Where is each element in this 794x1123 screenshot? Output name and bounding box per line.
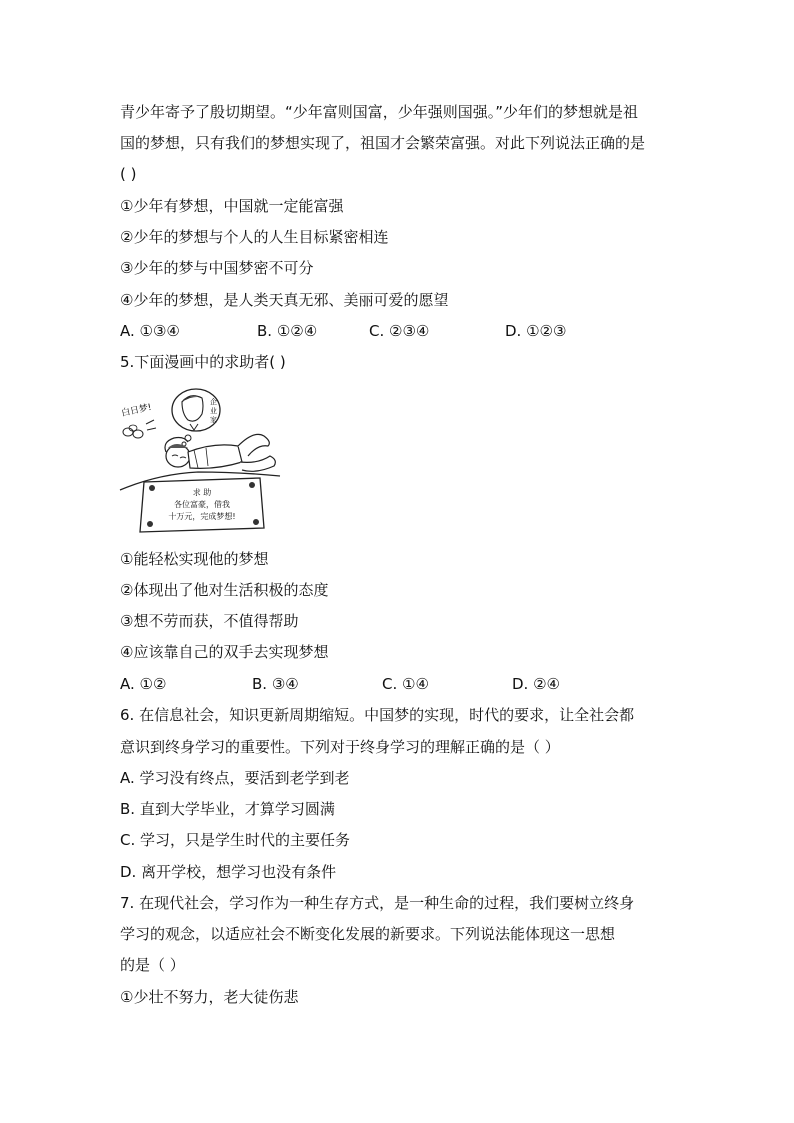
q4-option-b: B. ①②④ [257,322,318,340]
q7-stem-line-2: 学习的观念，以适应社会不断变化发展的新要求。下列说法能体现这一思想 [120,925,616,943]
q4-item-3: ③少年的梦与中国梦密不可分 [120,259,314,277]
bubble-char-3: 家 [210,416,217,424]
q7-stem-line-1: 7. 在现代社会，学习作为一种生存方式，是一种生命的过程，我们要树立终身 [120,894,635,912]
q4-answer-paren: ( ) [120,165,137,183]
q4-item-1: ①少年有梦想，中国就一定能富强 [120,197,344,215]
q6-option-a: A. 学习没有终点，要活到老学到老 [120,769,350,787]
q5-option-a: A. ①② [120,675,167,693]
q4-stem-line-2: 国的梦想，只有我们的梦想实现了，祖国才会繁荣富强。对此下列说法正确的是 [120,134,646,152]
q5-option-d: D. ②④ [512,675,560,693]
q4-option-a: A. ①③④ [120,322,180,340]
q5-item-2: ②体现出了他对生活积极的态度 [120,581,329,599]
q4-option-d: D. ①②③ [505,322,567,340]
bubble-char-1: 企 [210,398,217,406]
cartoon-illustration [118,386,282,536]
sign-line-1: 各位富豪，借我 [174,500,230,509]
q4-item-4: ④少年的梦想，是人类天真无邪、美丽可爱的愿望 [120,291,449,309]
q6-option-d: D. 离开学校，想学习也没有条件 [120,863,337,881]
q6-stem-line-1: 6. 在信息社会，知识更新周期缩短。中国梦的实现，时代的要求，让全社会都 [120,706,635,724]
q4-option-c: C. ②③④ [369,322,430,340]
q5-stem: 5.下面漫画中的求助者( ) [120,353,286,371]
q5-item-3: ③想不劳而获，不值得帮助 [120,612,299,630]
q6-option-c: C. 学习，只是学生时代的主要任务 [120,831,351,849]
q5-item-4: ④应该靠自己的双手去实现梦想 [120,643,329,661]
q4-item-2: ②少年的梦想与个人的人生目标紧密相连 [120,228,389,246]
q5-option-c: C. ①④ [382,675,429,693]
q5-cartoon [118,386,282,536]
q5-item-1: ①能轻松实现他的梦想 [120,550,269,568]
sign-line-2: 十万元，完成梦想! [168,512,236,521]
cartoon-dream-label: 白日梦! [120,402,153,419]
q5-option-b: B. ③④ [252,675,299,693]
q7-item-1: ①少壮不努力，老大徒伤悲 [120,988,299,1006]
sign-title: 求 助 [192,488,212,497]
q4-stem-line-1: 青少年寄予了殷切期望。“少年富则国富，少年强则国强。”少年们的梦想就是祖 [120,103,639,121]
q6-option-b: B. 直到大学毕业，才算学习圆满 [120,800,335,818]
q7-stem-line-3: 的是（ ） [120,956,185,974]
bubble-char-2: 业 [210,407,217,415]
q6-stem-line-2: 意识到终身学习的重要性。下列对于终身学习的理解正确的是（ ） [120,738,560,756]
